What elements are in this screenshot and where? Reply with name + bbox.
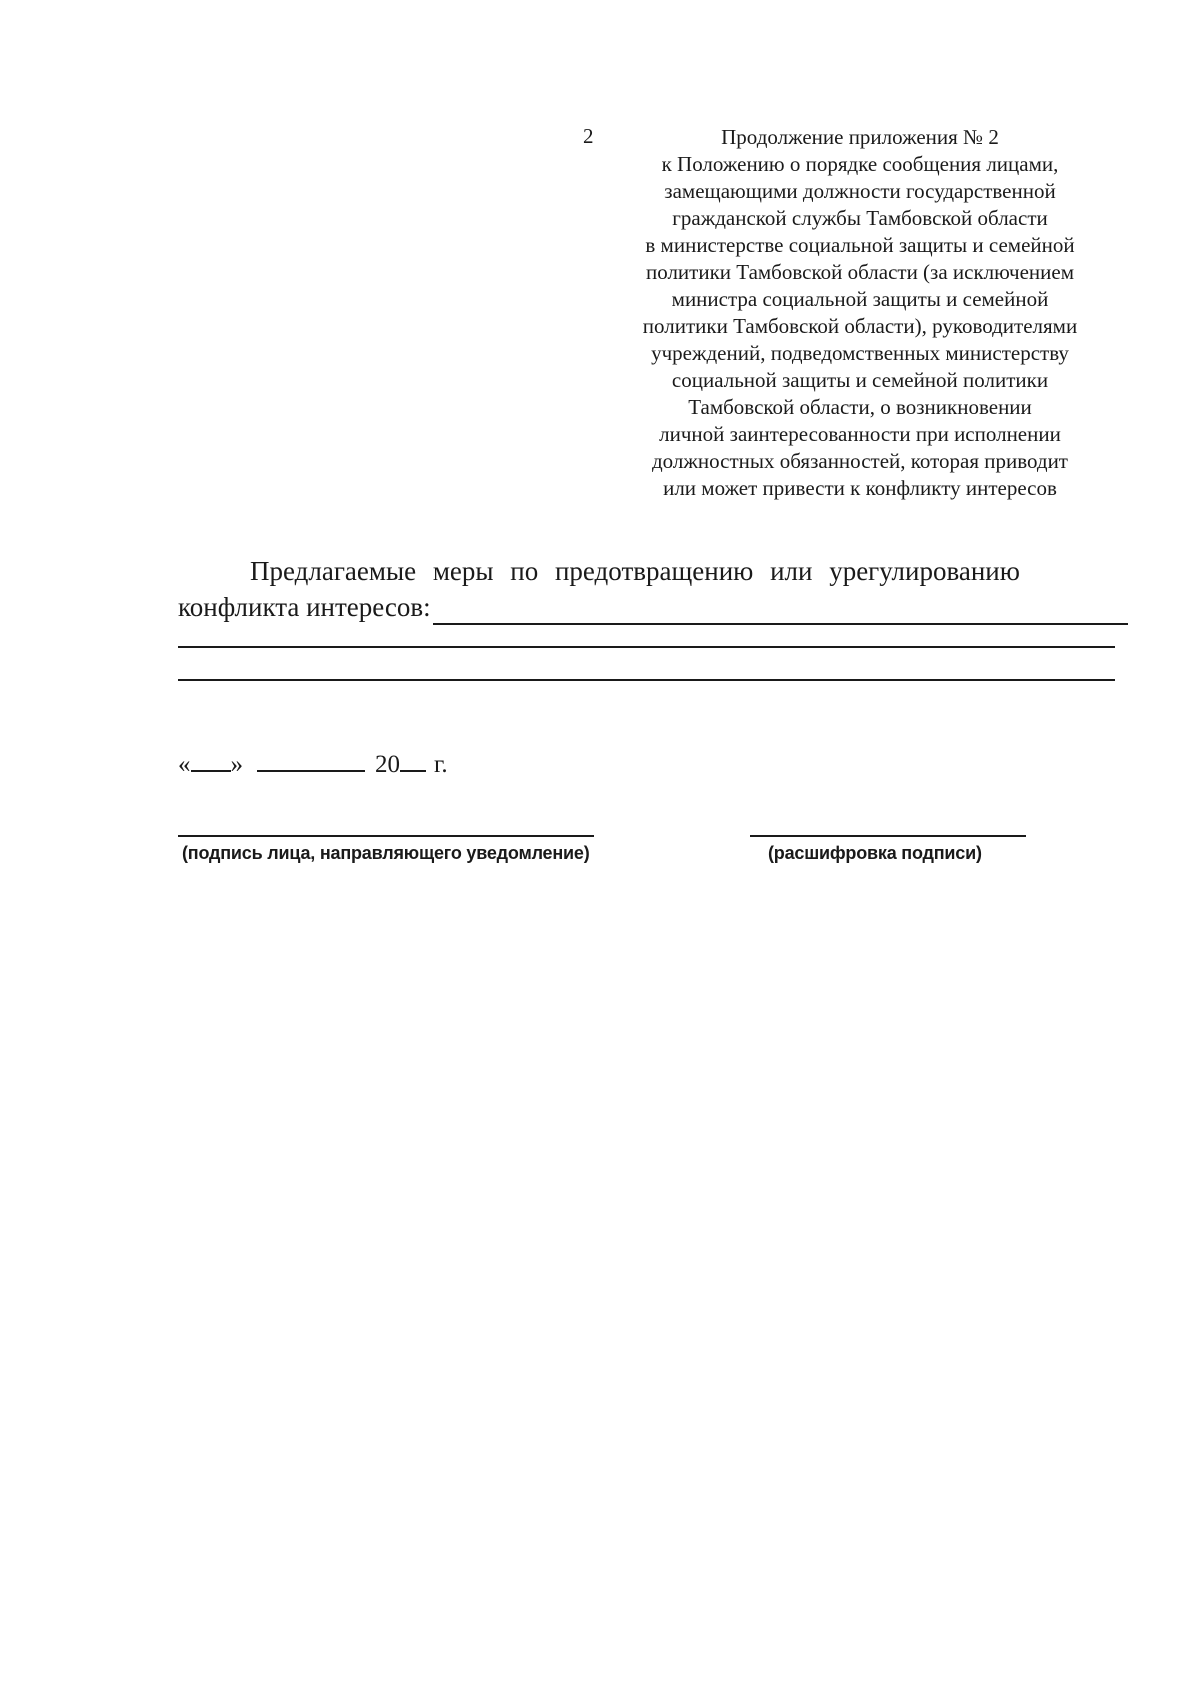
page-number: 2 [583, 124, 594, 148]
day-blank[interactable] [191, 748, 231, 772]
header-line: личной заинтересованности при исполнении [659, 422, 1061, 446]
month-blank[interactable] [257, 748, 365, 772]
signature-decryption-caption: (расшифровка подписи) [768, 843, 982, 863]
measures-answer-line[interactable] [433, 593, 1128, 625]
header-line: должностных обязанностей, которая приводит [652, 449, 1068, 473]
header-line: замещающими должности государственной [664, 179, 1056, 203]
year-prefix: 20 [375, 751, 400, 778]
measures-answer-line[interactable] [178, 679, 1115, 681]
signature-decryption-line[interactable] [750, 835, 1026, 837]
date-field [178, 748, 448, 779]
header-line: политики Тамбовской области), руководителями [642, 314, 1078, 338]
close-quote: » [230, 751, 243, 778]
header-line: гражданской службы Тамбовской области [672, 206, 1048, 230]
measures-label-line2: конфликта интересов: [178, 592, 431, 622]
header-line: Тамбовской области, о возникновении [688, 395, 1032, 419]
header-line: к Положению о порядке сообщения лицами, [661, 152, 1059, 176]
open-quote: « [178, 751, 191, 778]
measures-field-row [178, 589, 1128, 625]
year-suffix: г. [434, 751, 448, 778]
proposed-measures-section [178, 553, 1128, 625]
signature-line[interactable] [178, 835, 594, 837]
signature-caption: (подпись лица, направляющего уведомление) [182, 843, 590, 863]
measures-answer-line[interactable] [178, 646, 1115, 648]
header-line: Продолжение приложения № 2 [721, 125, 999, 149]
header-line: политики Тамбовской области (за исключением [645, 260, 1075, 284]
header-line: в министерстве социальной защиты и семейной [645, 233, 1075, 257]
header-line: социальной защиты и семейной политики [671, 368, 1049, 392]
header-line: или может привести к конфликту интересов [663, 476, 1057, 500]
header-line: учреждений, подведомственных министерству [651, 341, 1069, 365]
measures-label-line1: Предлагаемые меры по предотвращению или урегулированию [250, 556, 1020, 586]
header-line: министра социальной защиты и семейной [671, 287, 1049, 311]
year-blank[interactable] [400, 748, 426, 772]
appendix-header [600, 124, 1120, 502]
